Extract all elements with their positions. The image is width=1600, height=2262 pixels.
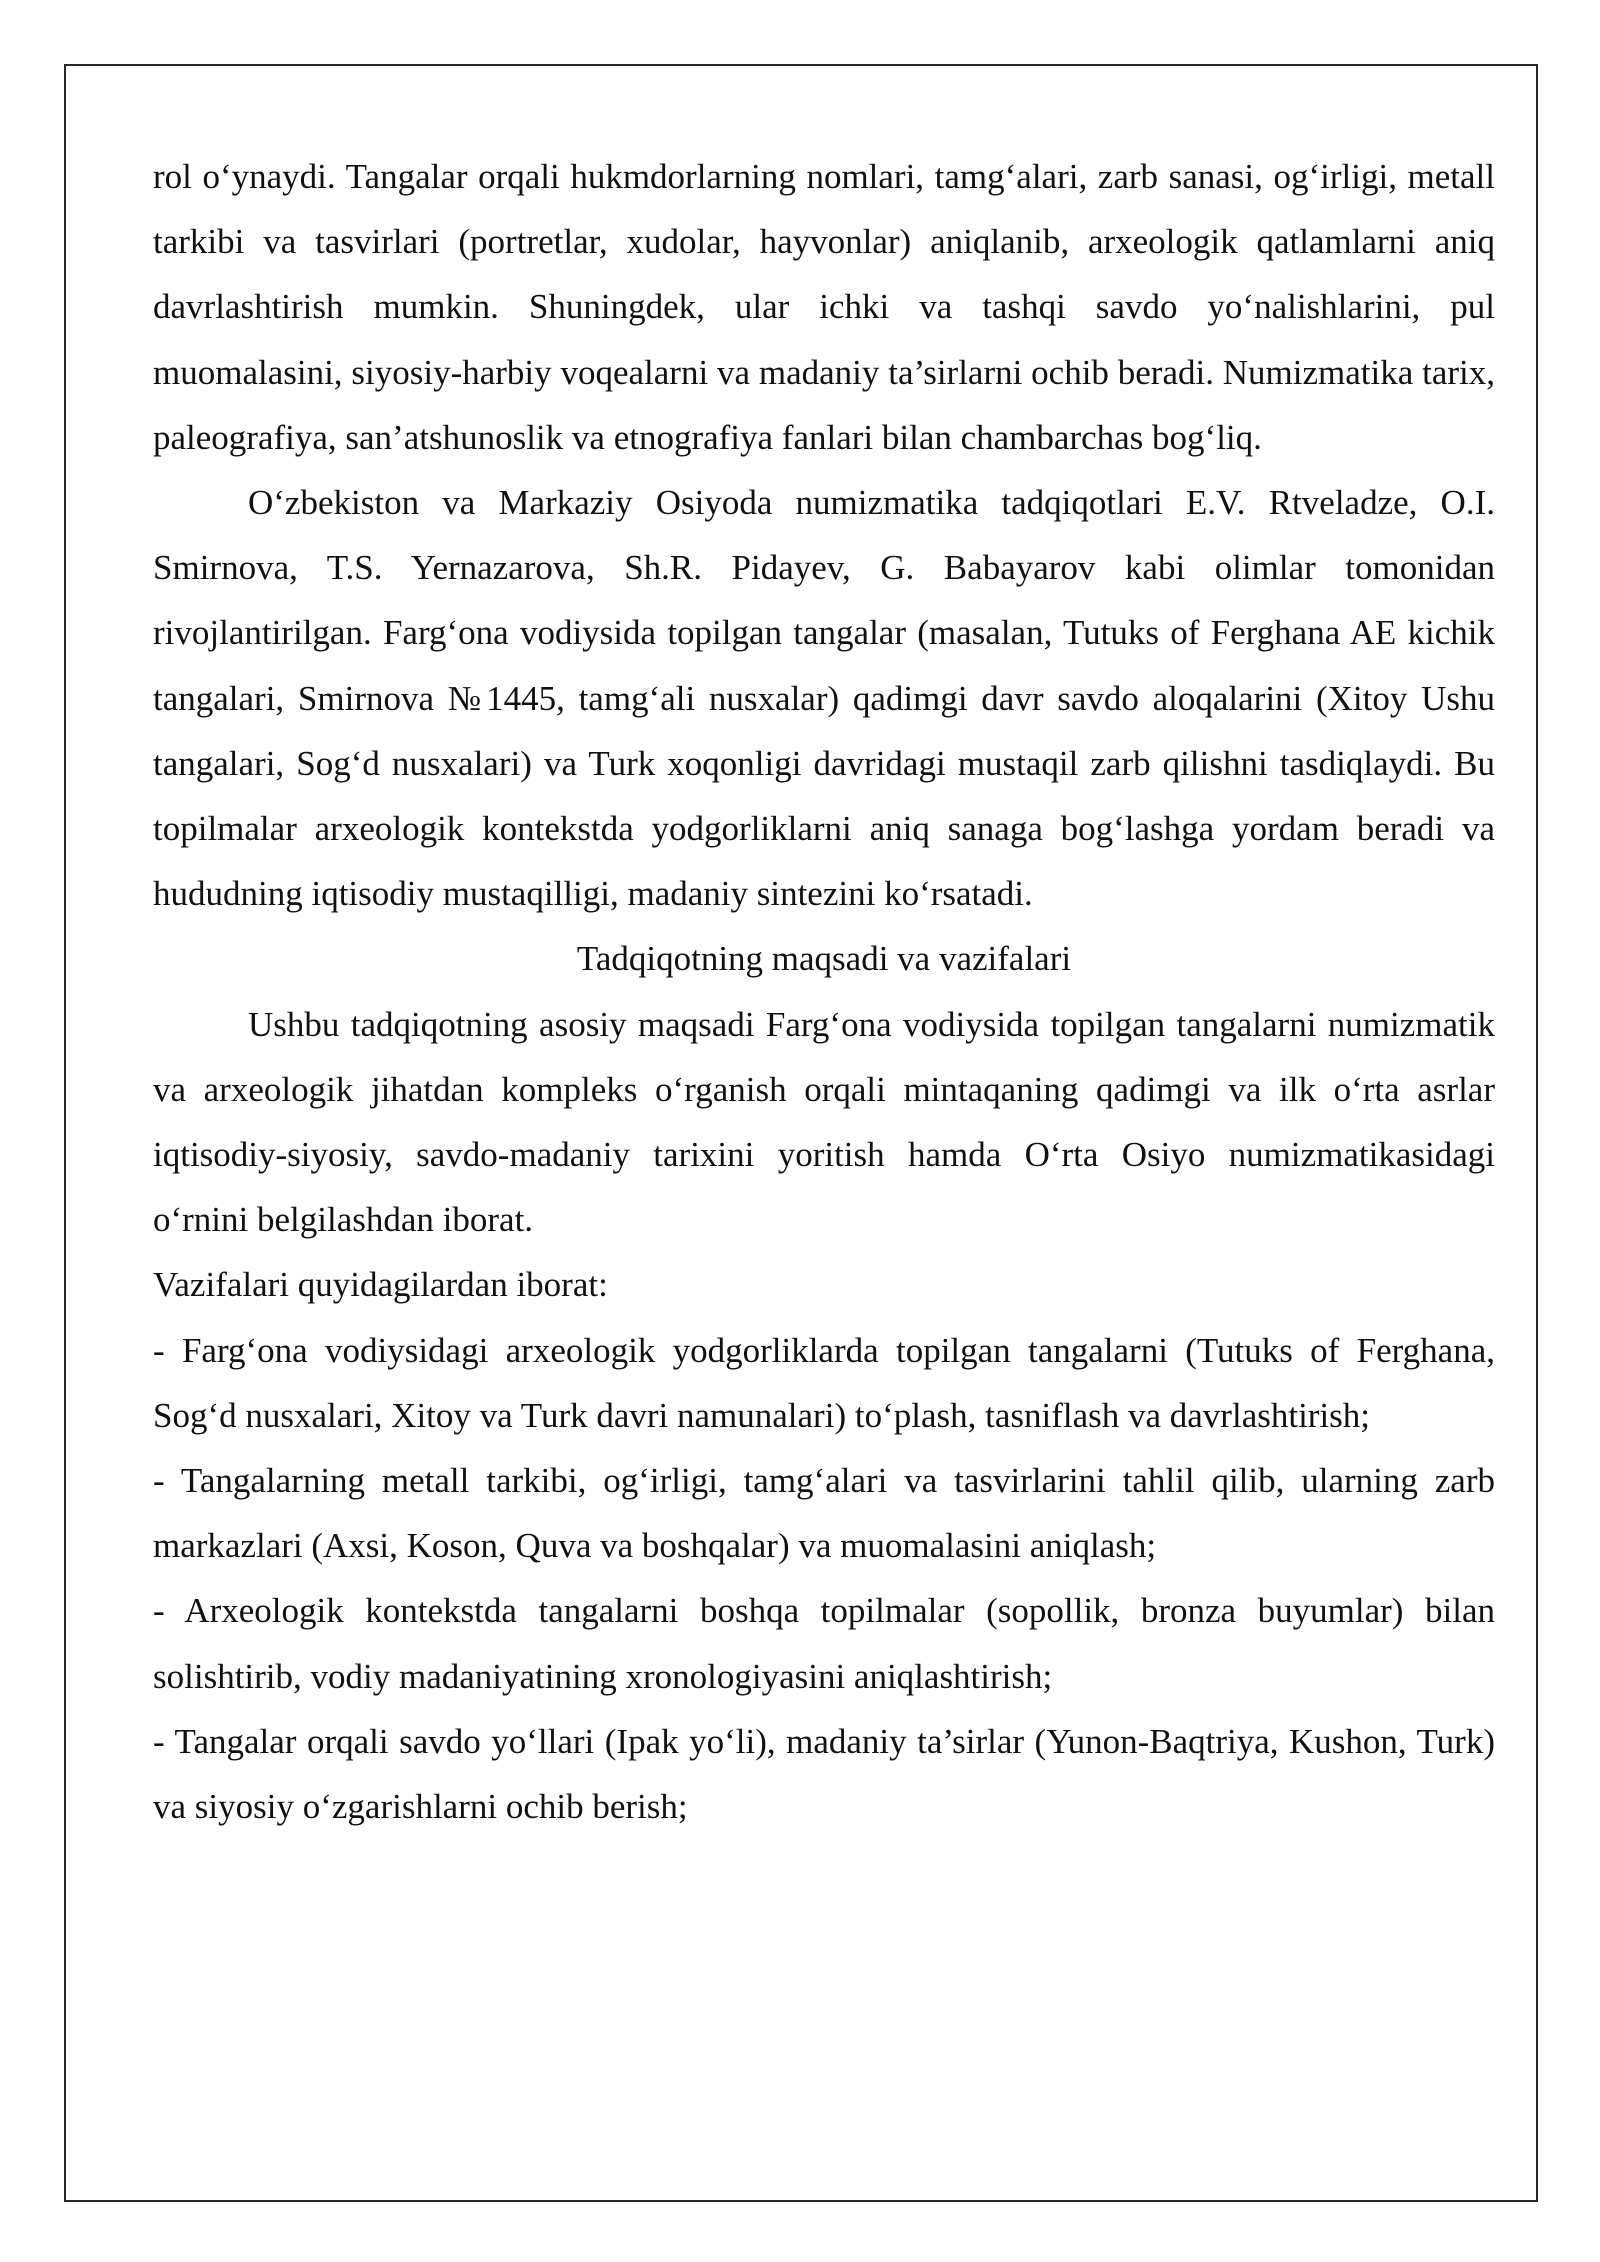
paragraph-research-history: O‘zbekiston va Markaziy Osiyoda numizmatika tadqiqotlari E.V. Rtveladze, O.I. Smirnova, T.S. Yernazarova, Sh.R. Pidayev, G. Babayarov kabi olimlar tomonidan rivojlantirilgan. Farg‘ona vodiysida topilgan tangalar (masalan, Tutuks of Ferghana AE kichik tangalari, Smirnova №1445, tamg‘ali nusxalar) qadimgi davr savdo aloqalarini (Xitoy Ushu tangalari, Sog‘d nusxalari) va Turk xoqonligi davridagi mustaqil zarb qilishni tasdiqlaydi. Bu topilmalar arxeologik kontekstda yodgorliklarni aniq sanaga bog‘lashga yordam beradi va hududning iqtisodiy mustaqilligi, madaniy sintezini ko‘rsatadi. <box>153 483 1495 914</box>
section-heading: Tadqiqotning maqsadi va vazifalari <box>576 939 1072 979</box>
task-item: - Farg‘ona vodiysidagi arxeologik yodgorliklarda topilgan tangalarni (Tutuks of Ferghana, Sog‘d nusxalari, Xitoy va Turk davri namunalari) to‘plash, tasniflash va davrlashtirish; <box>153 1330 1495 1435</box>
task-item: - Tangalar orqali savdo yo‘llari (Ipak yo‘li), madaniy ta’sirlar (Yunon-Baqtriya, Kushon, Turk) va siyosiy o‘zgarishlarni ochib berish; <box>153 1721 1495 1827</box>
task-item: - Arxeologik kontekstda tangalarni boshqa topilmalar (sopollik, bronza buyumlar) bilan solishtirib, vodiy madaniyatining xronologiyasini aniqlashtirish; <box>153 1591 1495 1696</box>
document-body <box>153 144 1495 1839</box>
paragraph-research-goal: Ushbu tadqiqotning asosiy maqsadi Farg‘ona vodiysida topilgan tangalarni numizmatik va arxeologik jihatdan kompleks o‘rganish orqali mintaqaning qadimgi va ilk o‘rta asrlar iqtisodiy-siyosiy, savdo-madaniy tarixini yoritish hamda O‘rta Osiyo numizmatikasidagi o‘rnini belgilashdan iborat. <box>153 1004 1495 1240</box>
paragraph-tasks-intro: Vazifalari quyidagilardan iborat: <box>153 1265 608 1305</box>
paragraph-numismatics-role: rol o‘ynaydi. Tangalar orqali hukmdorlarning nomlari, tamg‘alari, zarb sanasi, og‘irligi, metall tarkibi va tasvirlari (portretlar, xudolar, hayvonlar) aniqlanib, arxeologik qatlamlarni aniq davrlashtirish mumkin. Shuningdek, ular ichki va tashqi savdo yo‘nalishlarini, pul muomalasini, siyosiy-harbiy voqealarni va madaniy ta’sirlarni ochib beradi. Numizmatika tarix, paleografiya, san’atshunoslik va etnografiya fanlari bilan chambarchas bog‘liq. <box>153 157 1495 457</box>
task-item: - Tangalarning metall tarkibi, og‘irligi, tamg‘alari va tasvirlarini tahlil qilib, ularning zarb markazlari (Axsi, Koson, Quva va boshqalar) va muomalasini aniqlash; <box>153 1461 1495 1566</box>
